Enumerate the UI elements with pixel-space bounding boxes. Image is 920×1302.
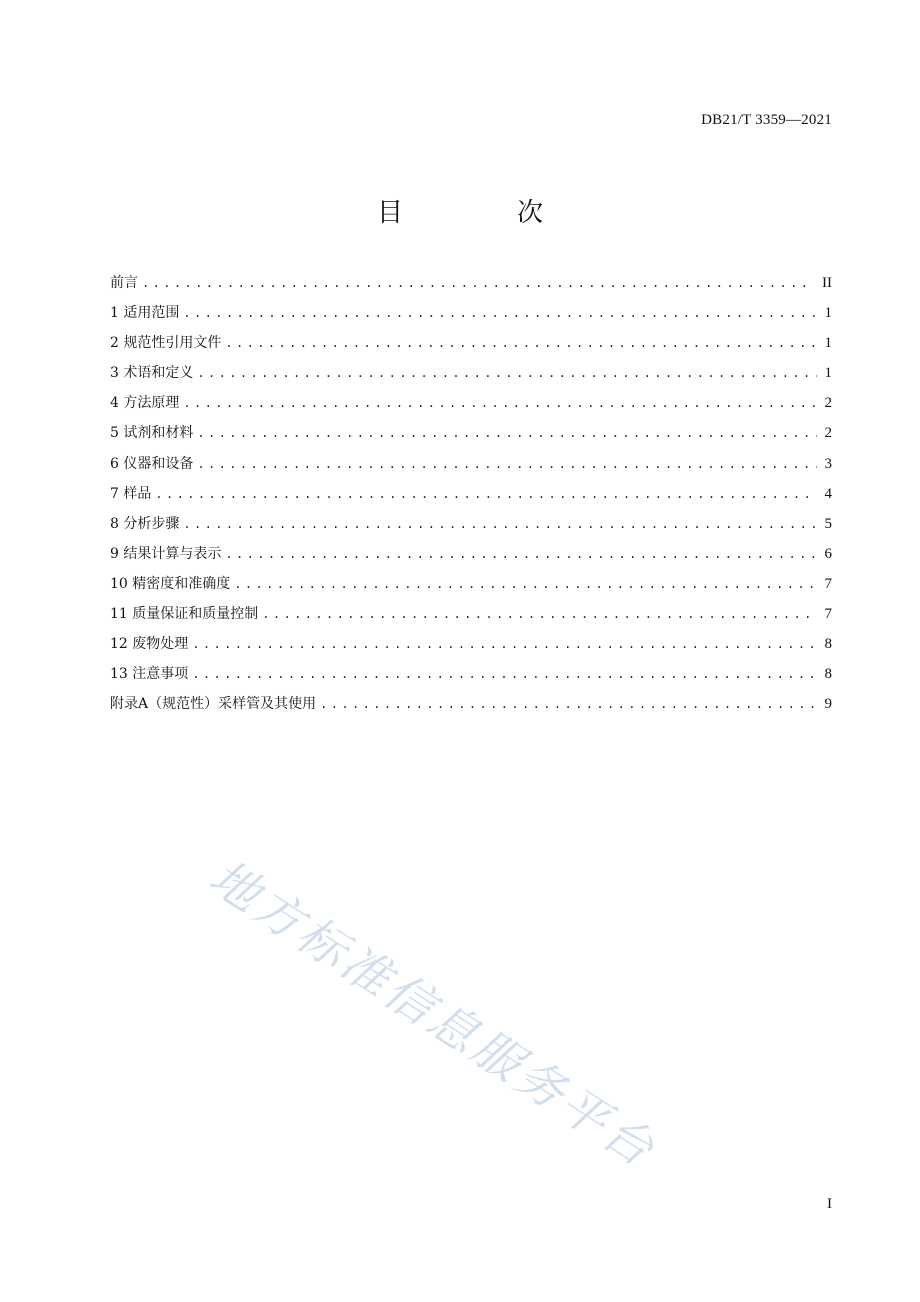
toc-entry-label: 1 适用范围 (110, 305, 180, 322)
toc-entry-label: 3 术语和定义 (110, 365, 194, 382)
toc-entry-page: II (822, 275, 832, 291)
toc-entry-label: 6 仪器和设备 (110, 455, 194, 472)
toc-entry-page: 1 (824, 365, 832, 382)
toc-entry-label: 4 方法原理 (110, 395, 180, 412)
toc-entry-reagents[interactable] (110, 418, 832, 448)
page-title: 目 次 (376, 198, 587, 228)
toc-entry-page: 9 (824, 696, 832, 713)
toc-entry-page: 6 (824, 545, 832, 562)
document-code: DB21/T 3359—2021 (701, 112, 832, 128)
toc-entry-label: 7 样品 (110, 485, 152, 502)
toc-entry-calculation[interactable] (110, 539, 832, 569)
toc-leader-dots (142, 268, 814, 298)
toc-entry-page: 2 (824, 395, 832, 412)
toc-entry-label: 2 规范性引用文件 (110, 335, 222, 352)
toc-entry-foreword[interactable] (110, 268, 832, 298)
toc-entry-label: 附录A（规范性）采样管及其使用 (110, 696, 317, 713)
toc-leader-dots (183, 298, 816, 328)
table-of-contents (110, 268, 832, 719)
toc-entry-annex-a[interactable] (110, 689, 832, 719)
toc-entry-scope[interactable] (110, 298, 832, 328)
toc-leader-dots (183, 388, 816, 418)
toc-leader-dots (234, 569, 816, 599)
toc-entry-page: 3 (824, 455, 832, 472)
toc-entry-procedure[interactable] (110, 509, 832, 539)
toc-entry-quality-control[interactable] (110, 599, 832, 629)
toc-entry-page: 1 (824, 335, 832, 352)
toc-leader-dots (225, 539, 816, 569)
toc-entry-principle[interactable] (110, 388, 832, 418)
toc-entry-page: 8 (824, 666, 832, 683)
toc-entry-label: 前言 (110, 275, 138, 291)
toc-entry-page: 7 (824, 606, 832, 623)
toc-entry-label: 11 质量保证和质量控制 (110, 606, 259, 623)
toc-entry-samples[interactable] (110, 479, 832, 509)
toc-entry-precision[interactable] (110, 569, 832, 599)
watermark: 地方标准信息服务平台 (199, 849, 667, 1180)
toc-entry-apparatus[interactable] (110, 449, 832, 479)
toc-leader-dots (197, 418, 816, 448)
toc-entry-label: 13 注意事项 (110, 666, 189, 683)
toc-entry-terms[interactable] (110, 358, 832, 388)
toc-entry-page: 7 (824, 575, 832, 592)
toc-entry-waste-disposal[interactable] (110, 629, 832, 659)
toc-entry-precautions[interactable] (110, 659, 832, 689)
toc-entry-label: 8 分析步骤 (110, 515, 180, 532)
toc-leader-dots (262, 599, 816, 629)
toc-leader-dots (155, 479, 816, 509)
toc-entry-page: 4 (824, 485, 832, 502)
toc-leader-dots (320, 689, 816, 719)
toc-entry-label: 9 结果计算与表示 (110, 545, 222, 562)
page-number: I (827, 1196, 832, 1212)
toc-leader-dots (192, 659, 816, 689)
toc-leader-dots (183, 509, 816, 539)
toc-leader-dots (197, 358, 816, 388)
toc-entry-label: 10 精密度和准确度 (110, 575, 231, 592)
toc-entry-label: 12 废物处理 (110, 636, 189, 653)
toc-entry-label: 5 试剂和材料 (110, 425, 194, 442)
toc-entry-page: 1 (824, 305, 832, 322)
toc-entry-page: 5 (824, 515, 832, 532)
toc-entry-normative-references[interactable] (110, 328, 832, 358)
toc-leader-dots (225, 328, 816, 358)
toc-leader-dots (192, 629, 816, 659)
toc-entry-page: 8 (824, 636, 832, 653)
toc-leader-dots (197, 449, 816, 479)
toc-entry-page: 2 (824, 425, 832, 442)
